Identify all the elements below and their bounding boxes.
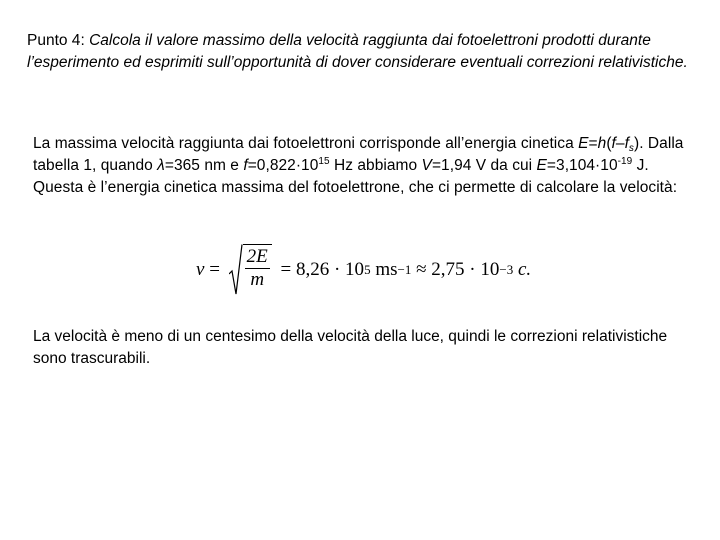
solution-text: =365 nm e — [164, 157, 244, 174]
problem-question: Calcola il valore massimo della velocità raggiunta dai fotoelettroni prodotti durante l’esperimento ed esprimiti sull’opportunità di dover considerare eventuali correzioni relativistiche. — [27, 32, 688, 71]
exponent: -19 — [617, 156, 633, 167]
fraction-numerator: 2E — [246, 246, 268, 267]
problem-statement — [27, 30, 707, 74]
solution-text: = — [588, 135, 598, 152]
frequency-symbol: f — [243, 157, 248, 174]
frequency-symbol: f — [611, 135, 616, 152]
problem-colon: : — [80, 32, 90, 49]
energy-symbol: E — [578, 135, 589, 152]
velocity-formula: v = $\frac{2E}{m}$ = 8,26 · 10 5 ms −1 ≈ 2,75 · 10 −3 c. — [196, 242, 531, 298]
solution-paragraph — [33, 133, 693, 199]
solution-text: La massima velocità raggiunta dai fotoelettroni corrisponde all’energia cinetica — [33, 135, 579, 152]
conclusion-paragraph: La velocità è meno di un centesimo della velocità della luce, quindi le correzioni relativistiche sono trascurabili. — [33, 328, 668, 367]
solution-text: – — [615, 135, 625, 152]
solution-text: Hz abbiamo — [329, 157, 422, 174]
solution-text: =0,822·10 — [247, 157, 319, 174]
threshold-frequency-symbol: f — [624, 135, 629, 152]
energy-symbol: E — [536, 157, 547, 174]
subscript: s — [628, 143, 634, 154]
solution-text: =3,104·10 — [546, 157, 618, 174]
lambda-symbol: λ — [157, 157, 165, 174]
formula-v: v — [196, 259, 205, 280]
solution-text: J. Questa è l’energia cinetica massima del fotoelettrone, che ci permette di calcolare la velocità: — [33, 157, 678, 196]
solution-text: =1,94 V da cui — [431, 157, 537, 174]
formula-value: = 8,26 · 10 — [275, 259, 365, 280]
solution-text: ( — [606, 135, 612, 152]
radicand — [243, 244, 272, 296]
square-root — [229, 244, 272, 296]
formula-unit: ms — [370, 259, 398, 280]
exponent: 15 — [318, 156, 330, 167]
radical-sign-icon — [229, 244, 243, 296]
solution-text: ). Dalla tabella 1, quando — [33, 135, 684, 174]
problem-label: Punto 4 — [27, 32, 81, 49]
formula-equals: = — [204, 259, 225, 280]
formula-c: c. — [513, 259, 532, 280]
formula-approx: ≈ 2,75 · 10 — [411, 259, 500, 280]
voltage-symbol: V — [421, 157, 432, 174]
planck-symbol: h — [597, 135, 607, 152]
fraction-denominator: m — [250, 269, 265, 290]
fraction — [245, 246, 270, 291]
